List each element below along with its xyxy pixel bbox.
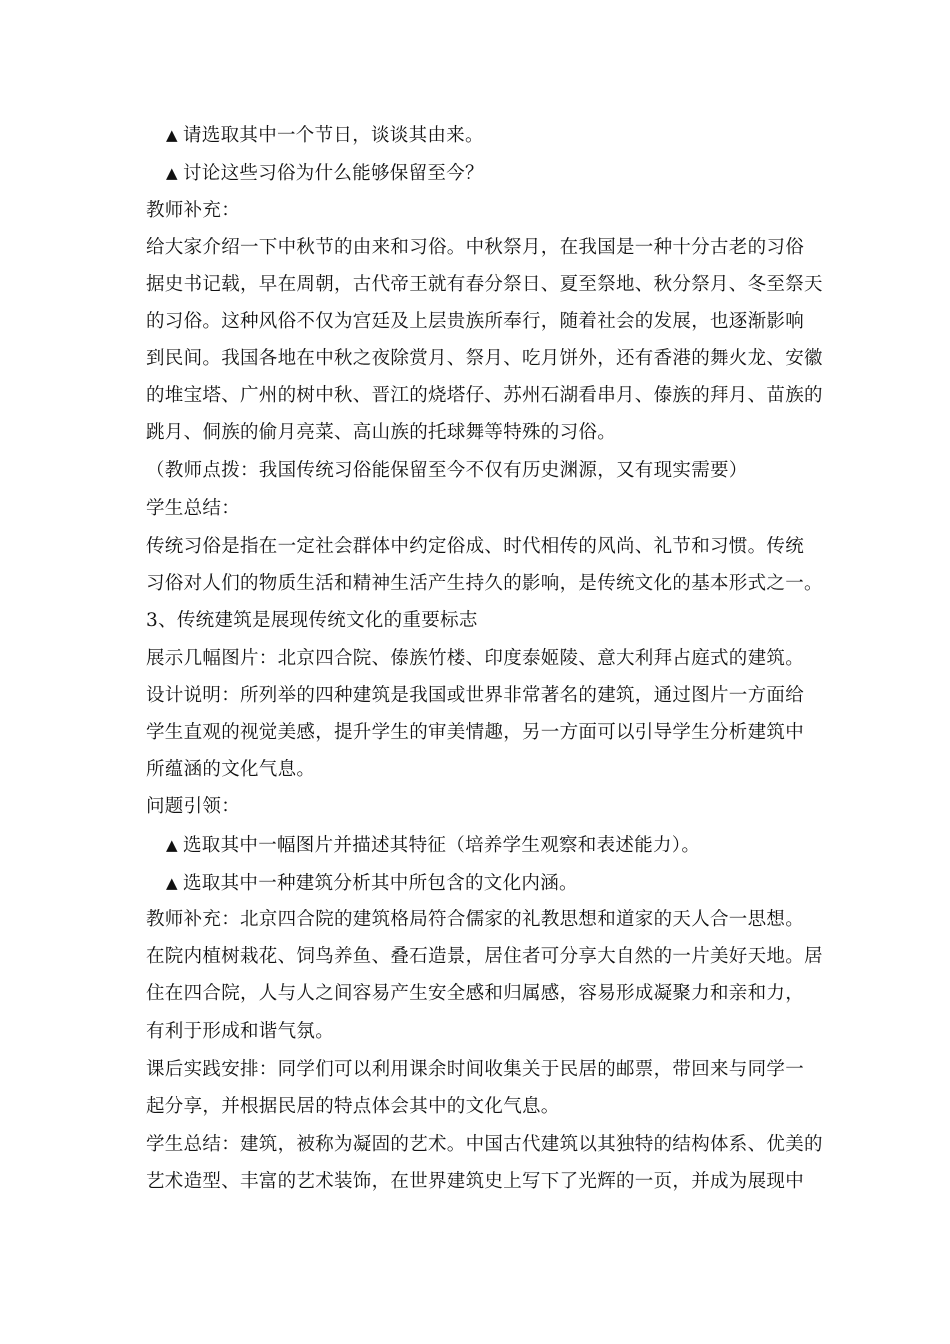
paragraph-line: 的习俗。这种风俗不仅为宫廷及上层贵族所奉行，随着社会的发展，也逐渐影响: [146, 311, 805, 332]
paragraph-line: 到民间。我国各地在中秋之夜除赏月、祭月、吃月饼外，还有香港的舞火龙、安徽: [146, 348, 823, 369]
paragraph-line: 学生总结：建筑，被称为凝固的艺术。中国古代建筑以其独特的结构体系、优美的: [146, 1134, 823, 1155]
paragraph-line: 习俗对人们的物质生活和精神生活产生持久的影响，是传统文化的基本形式之一。: [146, 573, 823, 594]
paragraph-line: 有利于形成和谐气氛。: [146, 1021, 335, 1042]
triangle-bullet-icon: ▲: [166, 836, 178, 854]
paragraph-line: 住在四合院，人与人之间容易产生安全感和归属感，容易形成凝聚力和亲和力，: [146, 983, 805, 1004]
paragraph-line: 学生直观的视觉美感，提升学生的审美情趣，另一方面可以引导学生分析建筑中: [146, 722, 805, 743]
paragraph-line: 在院内植树栽花、饲鸟养鱼、叠石造景，居住者可分享大自然的一片美好天地。居: [146, 946, 823, 967]
paragraph-line: 传统习俗是指在一定社会群体中约定俗成、时代相传的风尚、礼节和习惯。传统: [146, 536, 805, 557]
bullet-line: [166, 116, 484, 154]
section-label: 教师补充：: [146, 200, 241, 221]
bullet-line: [166, 154, 484, 192]
paragraph-line: 课后实践安排：同学们可以利用课余时间收集关于民居的邮票，带回来与同学一: [146, 1059, 805, 1080]
bullet-line: [166, 864, 578, 902]
bullet-text: 请选取其中一个节日，谈谈其由来。: [183, 125, 484, 146]
paragraph-line: 跳月、侗族的偷月亮菜、高山族的托球舞等特殊的习俗。: [146, 422, 617, 443]
paragraph-line: 据史书记载，早在周朝，古代帝王就有春分祭日、夏至祭地、秋分祭月、冬至祭天: [146, 274, 823, 295]
teacher-note: （教师点拨：我国传统习俗能保留至今不仅有历史渊源，又有现实需要）: [146, 460, 748, 481]
bullet-text: 选取其中一幅图片并描述其特征（培养学生观察和表述能力）。: [183, 835, 701, 856]
triangle-bullet-icon: ▲: [166, 126, 178, 144]
paragraph-line: 艺术造型、丰富的艺术装饰，在世界建筑史上写下了光辉的一页，并成为展现中: [146, 1171, 805, 1192]
paragraph-line: 所蕴涵的文化气息。: [146, 759, 316, 780]
bullet-text: 选取其中一种建筑分析其中所包含的文化内涵。: [183, 873, 578, 894]
paragraph-line: 给大家介绍一下中秋节的由来和习俗。中秋祭月，在我国是一种十分古老的习俗: [146, 237, 805, 258]
triangle-bullet-icon: ▲: [166, 164, 178, 182]
triangle-bullet-icon: ▲: [166, 874, 178, 892]
paragraph-line: 的堆宝塔、广州的树中秋、晋江的烧塔仔、苏州石湖看串月、傣族的拜月、苗族的: [146, 385, 823, 406]
paragraph-line: 起分享，并根据民居的特点体会其中的文化气息。: [146, 1096, 560, 1117]
section-label: 问题引领：: [146, 796, 241, 817]
paragraph-line: 设计说明：所列举的四种建筑是我国或世界非常著名的建筑，通过图片一方面给: [146, 685, 805, 706]
bullet-text: 讨论这些习俗为什么能够保留至今？: [183, 163, 484, 184]
paragraph-line: 展示几幅图片：北京四合院、傣族竹楼、印度泰姬陵、意大利拜占庭式的建筑。: [146, 648, 805, 669]
bullet-line: [166, 826, 700, 864]
paragraph-line: 教师补充：北京四合院的建筑格局符合儒家的礼教思想和道家的天人合一思想。: [146, 909, 805, 930]
section-label: 学生总结：: [146, 498, 241, 519]
section-heading: 3、传统建筑是展现传统文化的重要标志: [146, 610, 478, 631]
